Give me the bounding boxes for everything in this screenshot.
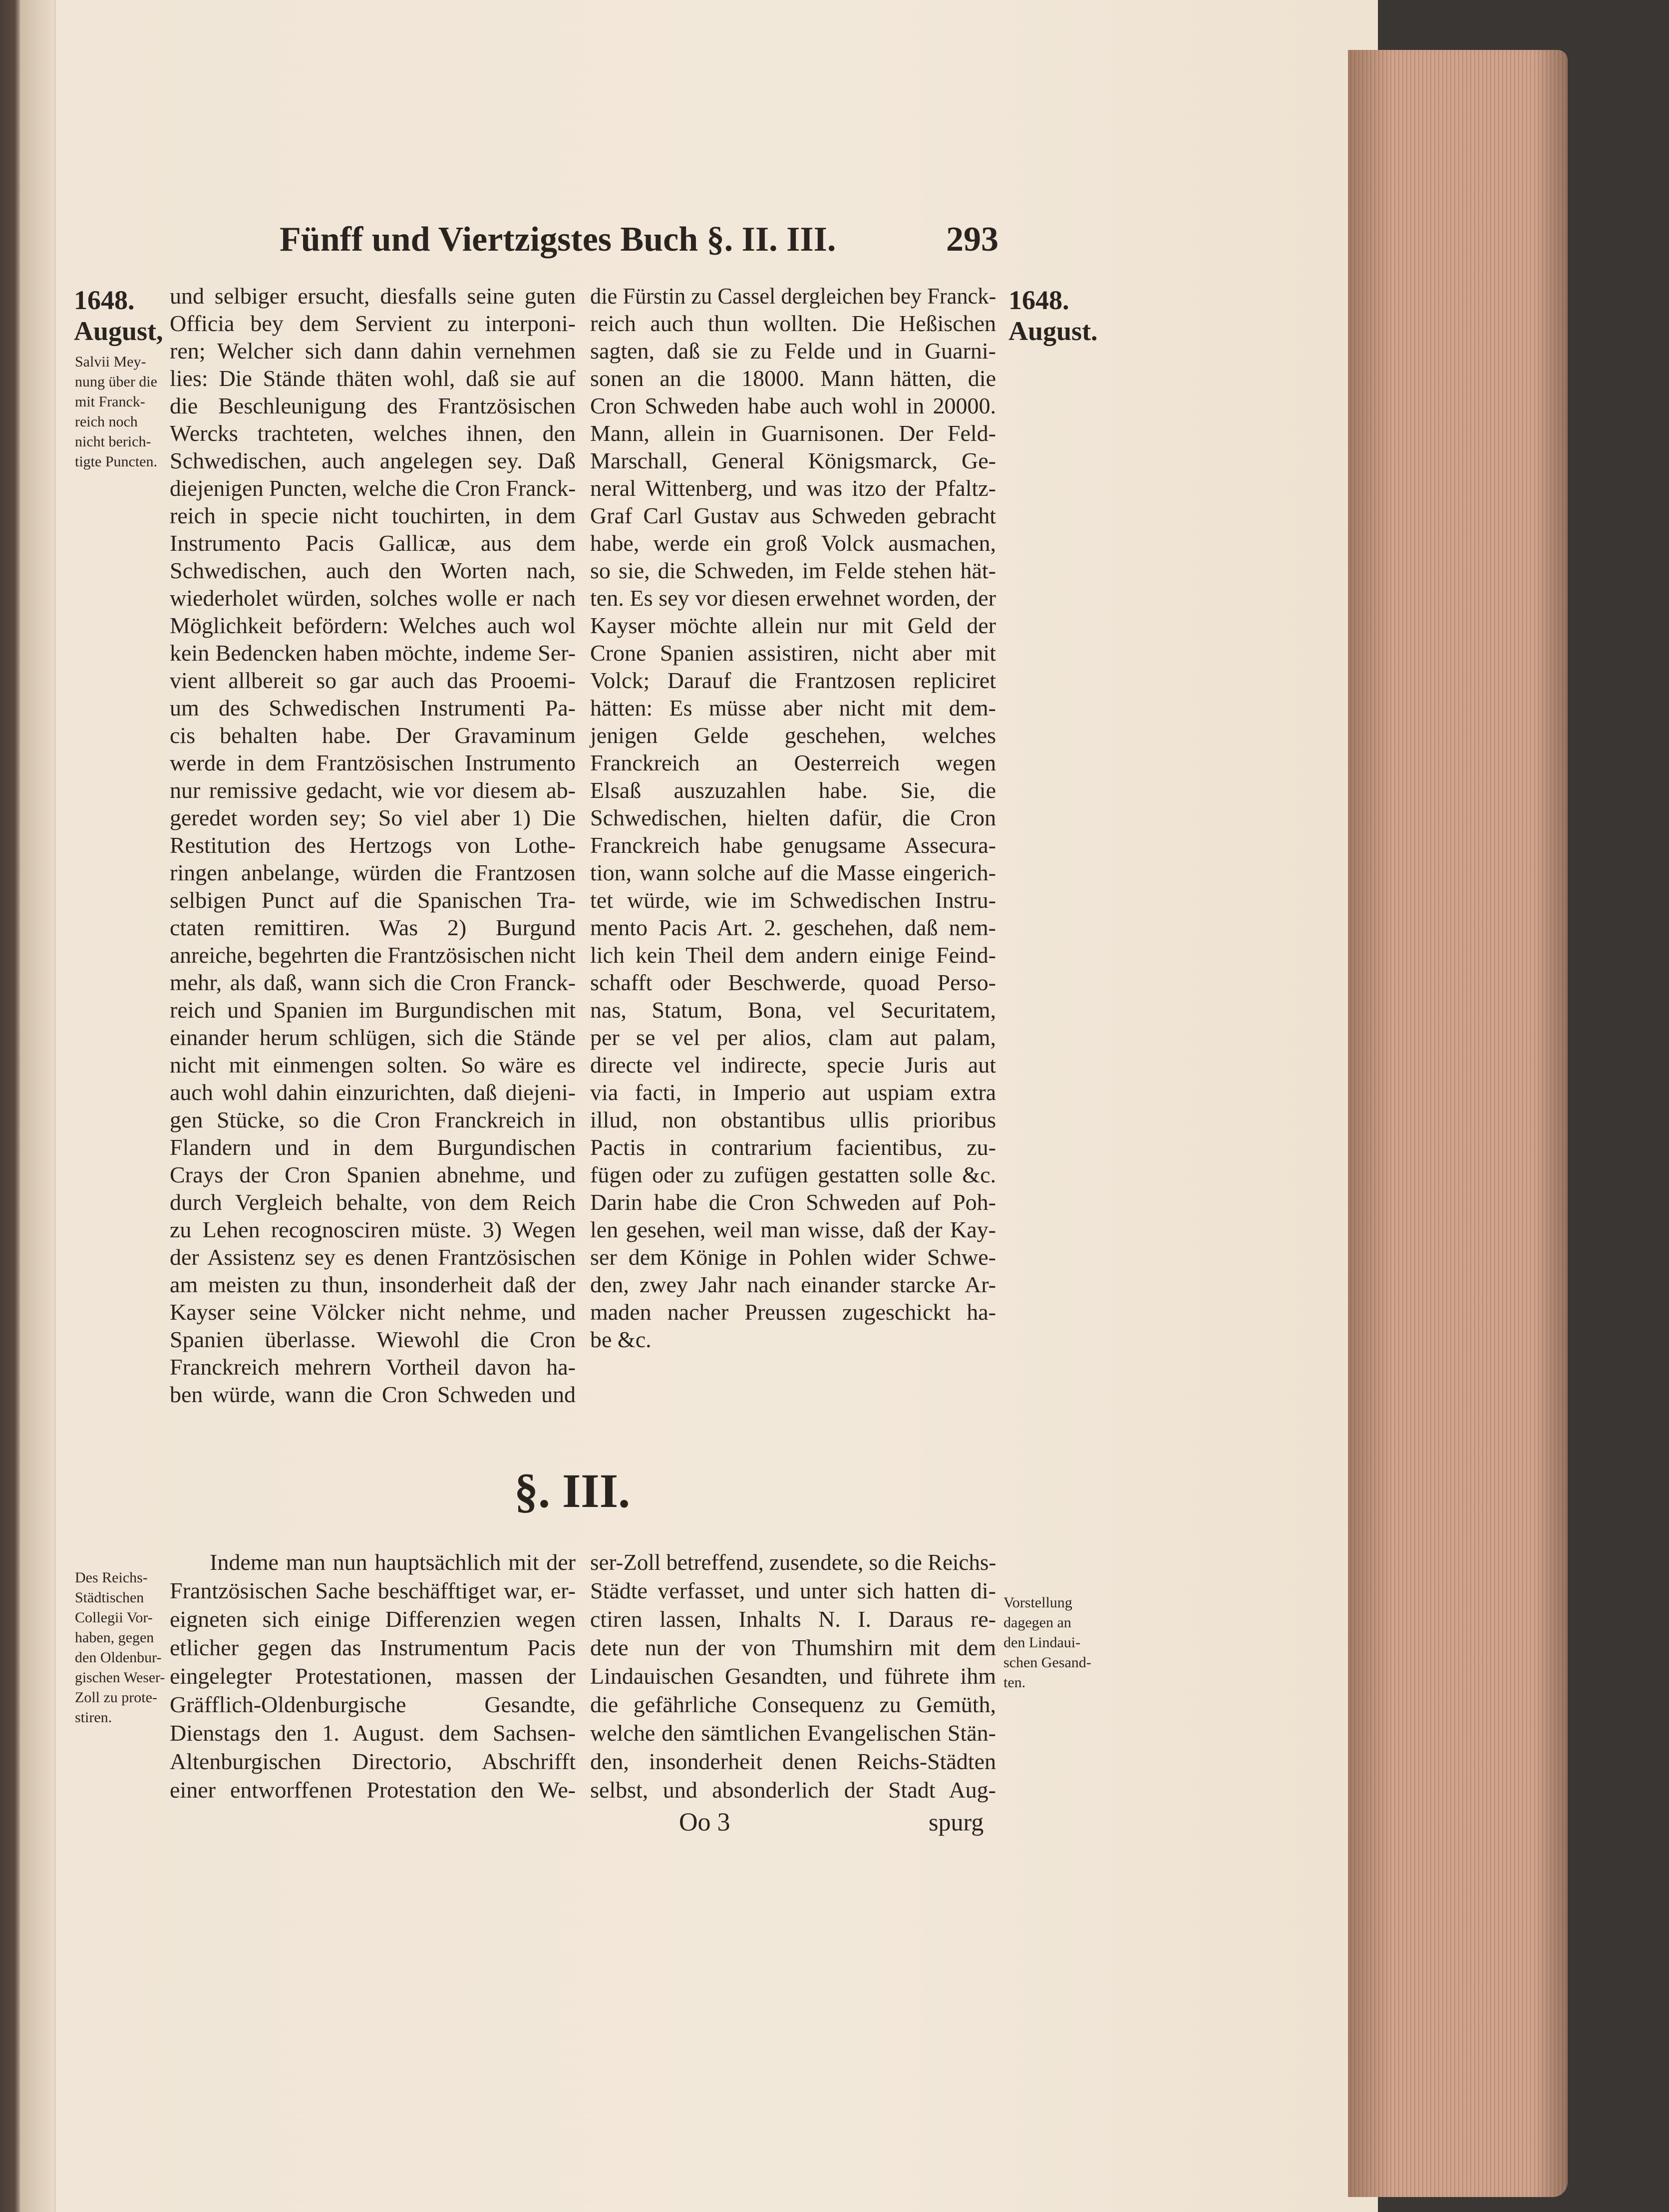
text-line: Crays der Cron Spanien abnehme, und [170,1162,576,1187]
previous-page-edge [20,0,55,2212]
margin-note-line: Zoll zu prote- [75,1689,157,1706]
text-line: Kayser möchte allein nur mit Geld der [590,613,996,638]
text-line: Möglichkeit befördern: Welches auch wol [170,613,576,638]
text-line: wiederholet würden, solches wolle er nach [170,585,576,611]
text-line: Cron Schweden habe auch wohl in 20000. [590,393,996,418]
text-line: werde in dem Frantzösischen Instrumento [170,750,576,775]
lower-left-column [170,1548,576,1804]
text-line: dete nun der von Thumshirn mit dem [590,1635,996,1660]
text-line: gen Stücke, so die Cron Franckreich in [170,1107,576,1132]
text-line: Restitution des Hertzogs von Lothe- [170,832,576,858]
running-header [280,220,999,265]
margin-note-line: ten. [1003,1674,1026,1691]
text-line: die Fürstin zu Cassel dergleichen bey Franck- [590,283,997,309]
text-line: Darin habe die Cron Schweden auf Poh- [590,1189,996,1215]
text-line: Spanien überlasse. Wiewohl die Cron [170,1327,576,1352]
margin-note-line: den Oldenbur- [75,1649,162,1666]
text-line: ser dem Könige in Pohlen wider Schwe- [590,1244,996,1270]
text-line: Wercks trachteten, welches ihnen, den [170,420,576,446]
margin-note-reichsstaedte [75,1568,165,1728]
margin-note-line: mit Franck- [75,393,145,410]
text-line: kein Bedencken haben möchte, indeme Ser- [170,640,576,666]
section-heading: §. III. [514,1464,631,1517]
text-line: Instrumento Pacis Gallicæ, aus dem [170,530,576,556]
text-line: Flandern und in dem Burgundischen [170,1134,576,1160]
upper-left-column [170,282,576,1408]
text-line: Marschall, General Königsmarck, Ge- [590,448,996,473]
text-line: nur remissive gedacht, wie vor diesem ab- [170,777,576,803]
signature-mark: Oo 3 [679,1808,730,1837]
margin-note-line: stiren. [75,1709,112,1726]
margin-note-line: nicht berich- [75,433,151,450]
text-line: Lindauischen Gesandten, und führete ihm [590,1663,996,1689]
text-line: ten. Es sey vor diesen erwehnet worden, der [590,585,996,611]
text-line: per se vel per alios, clam aut palam, [590,1025,996,1050]
text-line: mehr, als daß, wann sich die Cron Franck- [170,970,576,995]
catchword: spurg [929,1808,984,1836]
margin-month: August, [74,316,163,346]
text-line: sagten, daß sie zu Felde und in Guarni- [590,338,996,364]
text-line: auch wohl dahin einzurichten, daß diejeni- [170,1080,576,1105]
text-line: maden nacher Preussen zugeschickt ha- [590,1299,996,1325]
text-line: den, insonderheit denen Reichs-Städten [590,1749,996,1774]
page-number: 293 [946,220,999,259]
text-line: die gefährliche Consequenz zu Gemüth, [590,1692,996,1717]
text-line: eigneten sich einige Differenzien wegen [170,1606,576,1632]
margin-note-line: Collegii Vor- [75,1609,153,1626]
text-line: Franckreich an Oesterreich wegen [590,750,996,775]
text-line: selbigen Punct auf die Spanischen Tra- [170,887,576,913]
text-line: ctiren lassen, Inhalts N. I. Daraus re- [590,1606,996,1632]
margin-note-vorstellung [1003,1593,1093,1693]
margin-note-line: Städtischen [75,1589,144,1606]
margin-note-line: haben, gegen [75,1629,154,1646]
text-line: len gesehen, weil man wisse, daß der Kay- [590,1217,996,1242]
text-line: nas, Statum, Bona, vel Securitatem, [590,997,996,1023]
text-line: fügen oder zu zufügen gestatten solle &c. [590,1162,996,1187]
margin-note-salvii [75,352,165,472]
text-line: Pactis in contrarium facientibus, zu- [590,1134,996,1160]
margin-note-line: dagegen an [1003,1614,1071,1631]
text-line: be &c. [590,1327,652,1352]
right-margin-date [1008,285,1128,347]
text-line: und selbiger ersucht, diesfalls seine guten [170,283,576,309]
margin-year: 1648. [1008,285,1069,315]
text-line: eingelegter Protestationen, massen der [170,1663,576,1689]
text-line: am meisten zu thun, insonderheit daß der [170,1272,576,1297]
text-line: Mann, allein in Guarnisonen. Der Feld- [590,420,996,446]
text-line: Indeme man nun hauptsächlich mit der [210,1549,576,1575]
left-margin-date [74,285,164,347]
text-line: mento Pacis Art. 2. geschehen, daß nem- [590,915,996,940]
text-line: reich und Spanien im Burgundischen mit [170,997,576,1023]
text-line: Crone Spanien assistiren, nicht aber mit [590,640,996,666]
text-line: Elsaß auszuzahlen habe. Sie, die [590,777,996,803]
text-line: directe vel indirecte, specie Juris aut [590,1052,996,1078]
upper-right-column [590,282,996,1353]
margin-note-line: Des Reichs- [75,1569,148,1586]
text-line: Kayser seine Völcker nicht nehme, und [170,1299,576,1325]
text-line: anreiche, begehrten die Frantzösischen nicht [170,942,576,968]
text-line: tet würde, wie im Schwedischen Instru- [590,887,996,913]
text-line: einer entworffenen Protestation den We- [170,1777,576,1803]
text-line: ben würde, wann die Cron Schweden und [170,1382,576,1407]
text-line: ren; Welcher sich dann dahin vernehmen [170,338,576,364]
lower-right-column [590,1548,996,1804]
text-line: Frantzösischen Sache beschäfftiget war, er- [170,1578,576,1603]
margin-note-line: reich noch [75,413,138,430]
margin-note-line: tigte Puncten. [75,453,157,470]
text-line: hätten: Es müsse aber nicht mit dem- [590,695,996,721]
margin-note-line: Vorstellung [1003,1594,1072,1611]
text-line: tion, wann solche auf die Masse eingerich- [590,860,996,885]
text-line: Schwedischen, auch den Worten nach, [170,558,576,583]
text-line: ringen anbelange, würden die Frantzosen [170,860,576,885]
text-line: Dienstags den 1. August. dem Sachsen- [170,1720,576,1746]
text-line: lich kein Theil dem andern einige Feind- [590,942,996,968]
header-title: Fünff und Viertzigstes Buch §. II. III. [280,220,836,259]
text-line: illud, non obstantibus ullis prioribus [590,1107,996,1132]
text-line: reich auch thun wollten. Die Heßischen [590,311,996,336]
text-line: Graf Carl Gustav aus Schweden gebracht [590,503,996,528]
text-line: Gräfflich-Oldenburgische Gesandte, [170,1692,576,1717]
margin-note-line: Salvii Mey- [75,354,146,370]
text-line: Volck; Darauf die Frantzosen repliciret [590,668,996,693]
text-line: cis behalten habe. Der Gravaminum [170,723,576,748]
text-line: habe, werde ein groß Volck ausmachen, [590,530,996,556]
text-line: welche den sämtlichen Evangelischen Stän- [590,1720,996,1746]
text-line: etlicher gegen das Instrumentum Pacis [170,1635,576,1660]
text-line: Schwedischen, hielten dafür, die Cron [590,805,996,830]
text-line: zu Lehen recognosciren müste. 3) Wegen [170,1217,576,1242]
text-line: vient allbereit so gar auch das Prooemi- [170,668,576,693]
text-line: jenigen Gelde geschehen, welches [590,723,996,748]
text-line: so sie, die Schweden, im Felde stehen hät- [590,558,996,583]
text-line: Altenburgischen Directorio, Abschrifft [170,1749,576,1774]
margin-note-line: nung über die [75,373,157,390]
text-line: neral Wittenberg, und was itzo der Pfaltz- [590,475,996,501]
text-line: durch Vergleich behalte, von dem Reich [170,1189,576,1215]
text-line: geredet worden sey; So viel aber 1) Die [170,805,576,830]
text-line: Franckreich mehrern Vortheil davon ha- [170,1354,576,1380]
margin-note-line: den Lindaui- [1003,1634,1081,1651]
text-line: reich in specie nicht touchirten, in dem [170,503,576,528]
text-line: via facti, in Imperio aut uspiam extra [590,1080,996,1105]
text-line: lies: Die Stände thäten wohl, daß sie auf [170,366,576,391]
text-line: Städte verfasset, und unter sich hatten di- [590,1578,996,1603]
text-line: Officia bey dem Servient zu interponi- [170,311,576,336]
book-fore-edge-shade [1348,50,1568,2197]
text-line: nicht mit einmengen solten. So wäre es [170,1052,576,1078]
text-line: den, zwey Jahr nach einander starcke Ar- [590,1272,996,1297]
text-line: um des Schwedischen Instrumenti Pa- [170,695,576,721]
text-line: selbst, und absonderlich der Stadt Aug- [590,1777,996,1803]
margin-note-line: schen Gesand- [1003,1654,1091,1671]
text-line: sonen an die 18000. Mann hätten, die [590,366,996,391]
text-line: Schwedischen, auch angelegen sey. Daß [170,448,576,473]
text-line: einander herum schlügen, sich die Stände [170,1025,576,1050]
text-line: diejenigen Puncten, welche die Cron Franck- [170,475,576,501]
text-line: der Assistenz sey es denen Frantzösischen [170,1244,576,1270]
text-line: ser-Zoll betreffend, zusendete, so die Reichs- [590,1549,997,1575]
margin-note-line: gischen Weser- [75,1669,165,1686]
text-line: Franckreich habe genugsame Assecura- [590,832,996,858]
text-line: die Beschleunigung des Frantzösischen [170,393,576,418]
text-line: schafft oder Beschwerde, quoad Perso- [590,970,996,995]
margin-month: August. [1008,316,1098,346]
text-line: ctaten remittiren. Was 2) Burgund [170,915,576,940]
margin-year: 1648. [74,285,135,315]
